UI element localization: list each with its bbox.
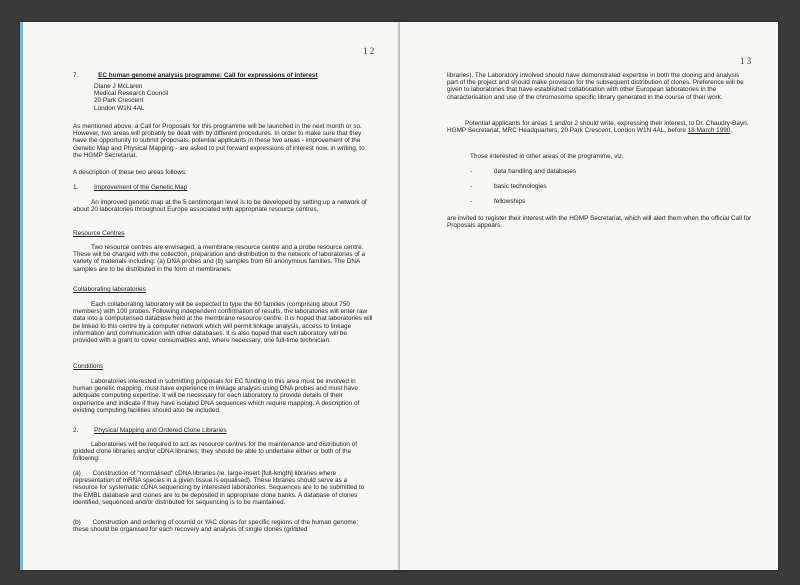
bullet-dash: - (470, 168, 473, 175)
item-2-title: Physical Mapping and Ordered Clone Libraries (94, 427, 227, 434)
bullet-dash: - (470, 183, 473, 190)
address-line: Medical Research Council (94, 90, 169, 98)
item-2-heading (73, 427, 373, 434)
conditions-text: Laboratories interested in submitting proposals for EC funding in this area must be involved in human genetic mapping, must have experience in linkage analysis using DNA probes and must have adequate computing expertise. It will be necessary for each laboratory to provide details of their experience and indicate if they have isolated DNA sequences which require mapping. A description of existing computing facilities should also be included. (73, 378, 360, 414)
closing-paragraph: are invited to register their interest with the HGMP Secretariat, which will alert them when the official Call for Proposals appears. (447, 215, 752, 230)
section-heading (73, 72, 373, 79)
item-2-text: Laboratories will be required to act as resource centres for the maintenance and distribution of gridded clone libraries and/or cDNA libraries; they should be able to undertake either or both of the following: (73, 441, 358, 463)
item-a-label: (a) (73, 470, 81, 477)
continuation-paragraph: libraries). The Laboratory involved should have demonstrated expertise in both the cloning and analysis part of the project and should make provision for the subsequent distribution of clones. Preference will be given to laboratories that have established collaboration with other European laboratories in the characterisation and use of the chromosome specific library generated in the course of their work. (447, 72, 744, 101)
left-page (20, 22, 403, 570)
item-a-text: Construction of "normalised" cDNA libraries (ie. large-insert [full-length] libraries where representation of mRNA species in a given tissue is equalised). These libraries should serve as a resource for systematic cDNA sequencing by interested laboratories. Sequences are to be submitted to the EMBL database and clones are to be deposited in appropriate clone banks. A database of clones identified, sequenced and/or distributed for sequencing is to be maintained. (73, 470, 365, 506)
item-1-text: An improved genetic map at the 5 centimorgan level is to be developed by setting up a network of about 20 laboratories throughout Europe associated with appropriate resource centres. (73, 199, 367, 214)
item-a (73, 470, 373, 506)
address-block (94, 83, 294, 112)
page-number: 1 3 (740, 56, 752, 66)
intro-paragraph: As mentioned above, a Call for Proposals for this programme will be launched in the next month or so. However, two areas will probably be dealt with by different procedures. In order to make sure that they have the opportunity to submit proposals, potential applicants in these two areas - improvement of the Genetic Map and Physical Mapping - are asked to put forward expressions of interest now, in writing, to the HGMP Secretariat. (73, 123, 365, 159)
item-b-text: Construction and ordering of cosmid or YAC clones for specific regions of the human genome; these should be organised for each recovery and analysis of single clones (gridded (73, 519, 359, 534)
section-title: EC human genome analysis programme: Call for expressions of interest (98, 72, 318, 79)
resource-centres-text: Two resource centres are envisaged, a membrane resource centre and a probe resource centre. These will be charged with the collection, preparation and distribution to the network of laboratories of a variety of materials including: (a) DNA probes and (b) samples from 60 anonymous families. The DNA samples are to be distributed in the form of membranes. (73, 244, 366, 273)
collaborating-labs-heading: Collaborating laboratories (73, 286, 146, 293)
bullet-item: fellowships (494, 198, 526, 205)
deadline-date: 18 March 1990 (687, 127, 731, 135)
description-lead: A description of these two areas follows: (73, 169, 187, 176)
applicants-paragraph (447, 120, 752, 134)
item-b (73, 519, 373, 533)
conditions-heading: Conditions (73, 363, 104, 370)
right-page (400, 22, 778, 570)
collaborating-labs-text: Each collaborating laboratory will be expected to type the 60 families (comprising about 750 members) with 100 probes. Following independent confirmation of results, the laboratories will enter raw data into a computerised database held at the membrane resource centre. It is hoped that laboratories will be linked to this centre by a computer network which will permit linkage analysis, access to linkage information and communication with other databases. It is also hoped that each laboratory will be provided with a grant to cover consumables and, where necessary, one full-time technician. (73, 301, 373, 345)
bullet-dash: - (470, 198, 473, 205)
item-1-title: Improvement of the Genetic Map (94, 184, 188, 191)
address-line: Diane J McLaren (94, 83, 143, 90)
item-1-heading (73, 184, 373, 191)
section-number: 7. (73, 72, 79, 79)
item-1-number: 1. (73, 184, 79, 191)
address-line: 20 Park Crescent (94, 97, 144, 105)
address-line: London W1N 4AL (94, 104, 145, 112)
other-areas-lead: Those interested in other areas of the programme, viz. (470, 153, 624, 160)
deadline-end: . (730, 127, 733, 135)
applicants-text: Potential applicants for areas 1 and/or 2 should write, expressing their interest, to Dr. Chaudry-Bayri, HGMP Secretariat, MRC Headquarters, 20 Park Crescent, London W1N 4AL, before (447, 120, 749, 135)
item-b-label: (b) (73, 519, 81, 526)
item-2-number: 2. (73, 427, 79, 434)
page-number: 1 2 (363, 46, 375, 56)
bullet-item: data handling and databases (494, 168, 577, 175)
resource-centres-heading: Resource Centres (73, 230, 125, 237)
bullet-item: basic technologies (494, 183, 547, 190)
